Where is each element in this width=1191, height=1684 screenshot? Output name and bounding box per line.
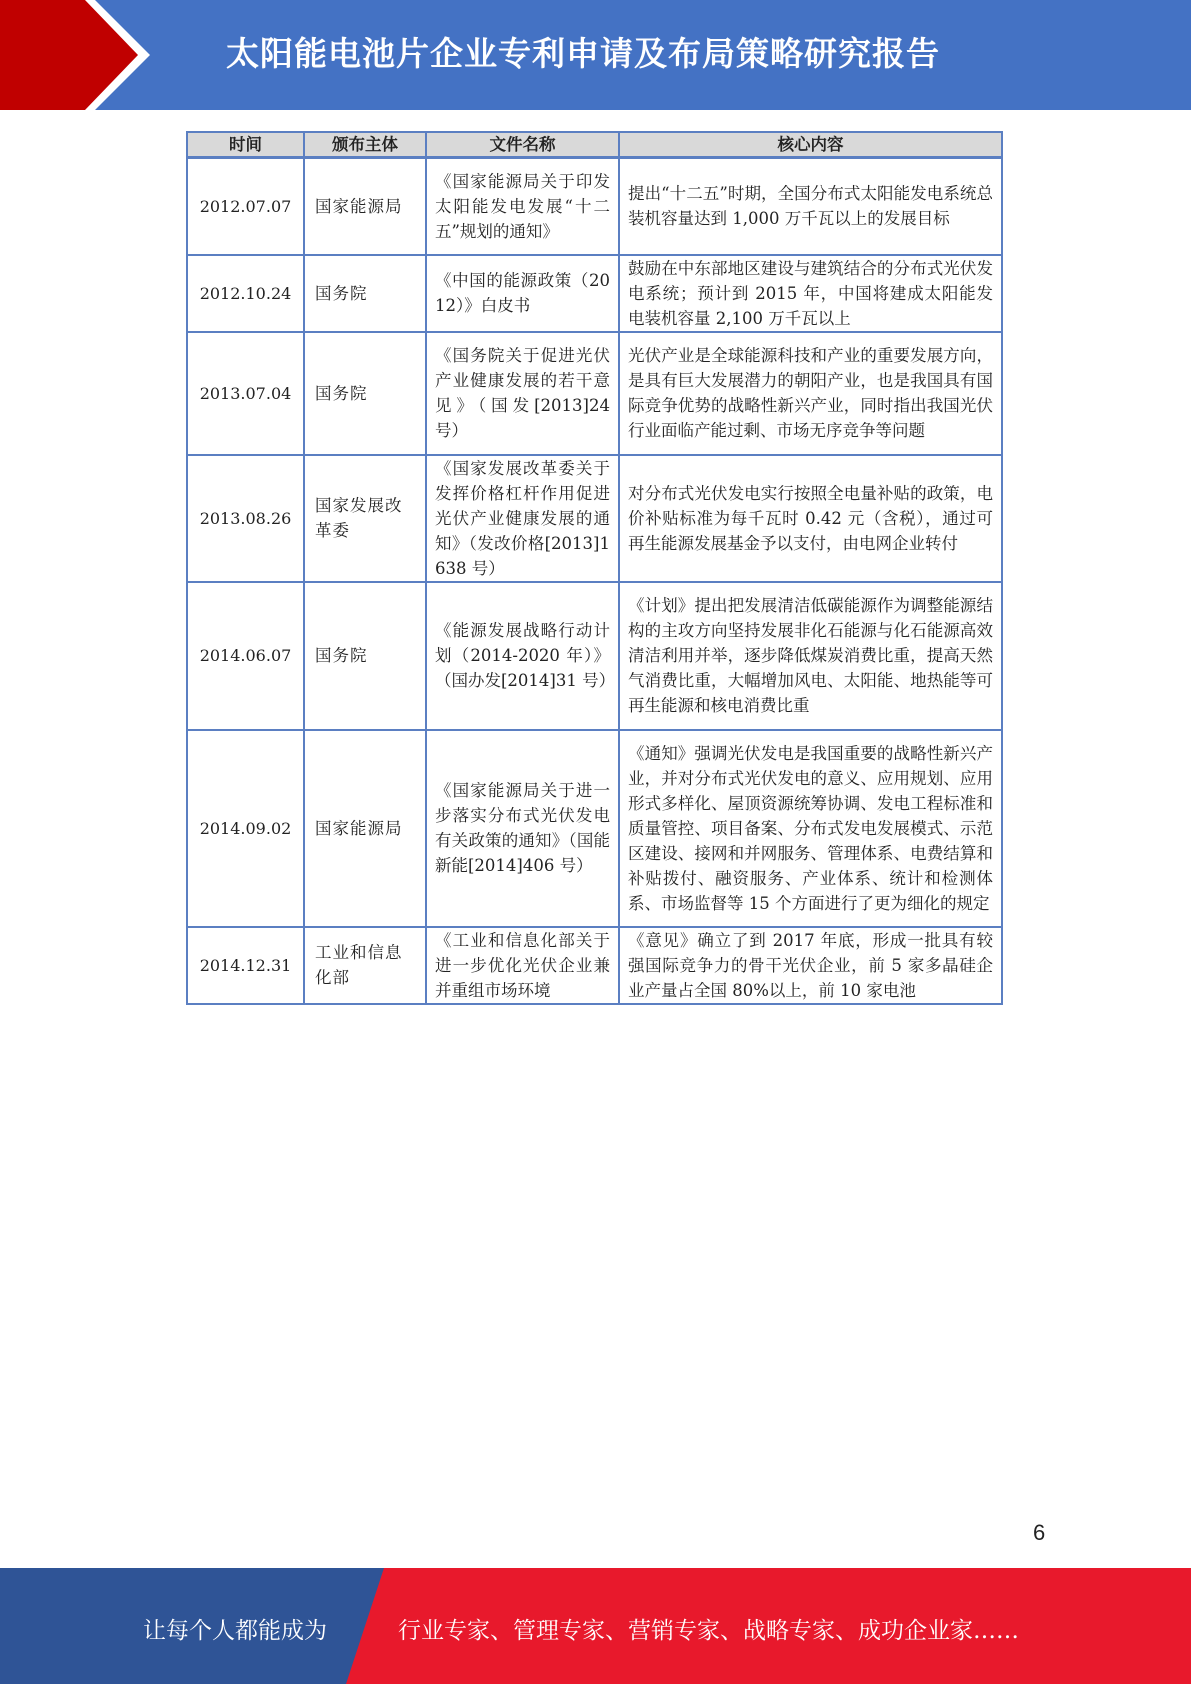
cell-document: 《国务院关于促进光伏产业健康发展的若干意见》（国发[2013]24 号） bbox=[426, 332, 619, 455]
policy-table bbox=[186, 131, 1003, 1005]
cell-content: 《计划》提出把发展清洁低碳能源作为调整能源结构的主攻方向坚持发展非化石能源与化石能源高效清洁利用并举，逐步降低煤炭消费比重，提高天然气消费比重，大幅增加风电、太阳能、地热能等可再生能源和核电消费比重 bbox=[619, 582, 1002, 730]
page-number: 6 bbox=[1033, 1520, 1046, 1545]
cell-content: 对分布式光伏发电实行按照全电量补贴的政策，电价补贴标准为每千瓦时 0.42 元（含税），通过可再生能源发展基金予以支付，由电网企业转付 bbox=[619, 455, 1002, 582]
cell-document: 《中国的能源政策（2012）》白皮书 bbox=[426, 255, 619, 332]
table-header-row bbox=[187, 132, 1002, 158]
report-title: 太阳能电池片企业专利申请及布局策略研究报告 bbox=[226, 34, 940, 73]
cell-issuer: 国家发展改革委 bbox=[304, 455, 426, 582]
header-banner bbox=[0, 0, 1191, 110]
cell-document: 《工业和信息化部关于进一步优化光伏企业兼并重组市场环境 bbox=[426, 927, 619, 1004]
cell-date: 2013.08.26 bbox=[187, 455, 304, 582]
table-row bbox=[187, 255, 1002, 332]
table-row bbox=[187, 455, 1002, 582]
column-header-date: 时间 bbox=[187, 132, 304, 158]
table-row bbox=[187, 927, 1002, 1004]
cell-issuer: 国家能源局 bbox=[304, 158, 426, 255]
cell-content: 《通知》强调光伏发电是我国重要的战略性新兴产业，并对分布式光伏发电的意义、应用规划、应用形式多样化、屋顶资源统筹协调、发电工程标准和质量管控、项目备案、分布式发电发展模式、示范区建设、接网和并网服务、管理体系、电费结算和补贴拨付、融资服务、产业体系、统计和检测体系、市场监督等 15 个方面进行了更为细化的规定 bbox=[619, 730, 1002, 927]
cell-issuer: 国务院 bbox=[304, 582, 426, 730]
cell-date: 2012.07.07 bbox=[187, 158, 304, 255]
cell-date: 2013.07.04 bbox=[187, 332, 304, 455]
table-row bbox=[187, 332, 1002, 455]
cell-issuer: 国务院 bbox=[304, 332, 426, 455]
cell-content: 鼓励在中东部地区建设与建筑结合的分布式光伏发电系统；预计到 2015 年，中国将建成太阳能发电装机容量 2,100 万千瓦以上 bbox=[619, 255, 1002, 332]
column-header-issuer: 颁布主体 bbox=[304, 132, 426, 158]
header-chevron-decoration bbox=[0, 0, 150, 110]
table-row bbox=[187, 158, 1002, 255]
table-row bbox=[187, 582, 1002, 730]
cell-content: 《意见》确立了到 2017 年底，形成一批具有较强国际竞争力的骨干光伏企业，前 5 家多晶硅企业产量占全国 80%以上，前 10 家电池 bbox=[619, 927, 1002, 1004]
footer-banner bbox=[0, 1568, 1191, 1684]
cell-date: 2012.10.24 bbox=[187, 255, 304, 332]
cell-issuer: 国务院 bbox=[304, 255, 426, 332]
table-row bbox=[187, 730, 1002, 927]
cell-issuer: 工业和信息化部 bbox=[304, 927, 426, 1004]
cell-document: 《国家发展改革委关于发挥价格杠杆作用促进光伏产业健康发展的通知》（发改价格[2013]1638 号） bbox=[426, 455, 619, 582]
cell-date: 2014.12.31 bbox=[187, 927, 304, 1004]
footer-slogan-right: 行业专家、管理专家、营销专家、战略专家、成功企业家…… bbox=[398, 1618, 1019, 1644]
cell-date: 2014.06.07 bbox=[187, 582, 304, 730]
cell-document: 《能源发展战略行动计划（2014-2020 年）》（国办发[2014]31 号） bbox=[426, 582, 619, 730]
cell-content: 提出“十二五”时期，全国分布式太阳能发电系统总装机容量达到 1,000 万千瓦以上的发展目标 bbox=[619, 158, 1002, 255]
column-header-document: 文件名称 bbox=[426, 132, 619, 158]
cell-issuer: 国家能源局 bbox=[304, 730, 426, 927]
footer-slogan-left: 让每个人都能成为 bbox=[143, 1618, 327, 1644]
column-header-content: 核心内容 bbox=[619, 132, 1002, 158]
cell-document: 《国家能源局关于印发太阳能发电发展“十二五”规划的通知》 bbox=[426, 158, 619, 255]
cell-content: 光伏产业是全球能源科技和产业的重要发展方向，是具有巨大发展潜力的朝阳产业，也是我国具有国际竞争优势的战略性新兴产业，同时指出我国光伏行业面临产能过剩、市场无序竞争等问题 bbox=[619, 332, 1002, 455]
cell-document: 《国家能源局关于进一步落实分布式光伏发电有关政策的通知》（国能新能[2014]406 号） bbox=[426, 730, 619, 927]
cell-date: 2014.09.02 bbox=[187, 730, 304, 927]
